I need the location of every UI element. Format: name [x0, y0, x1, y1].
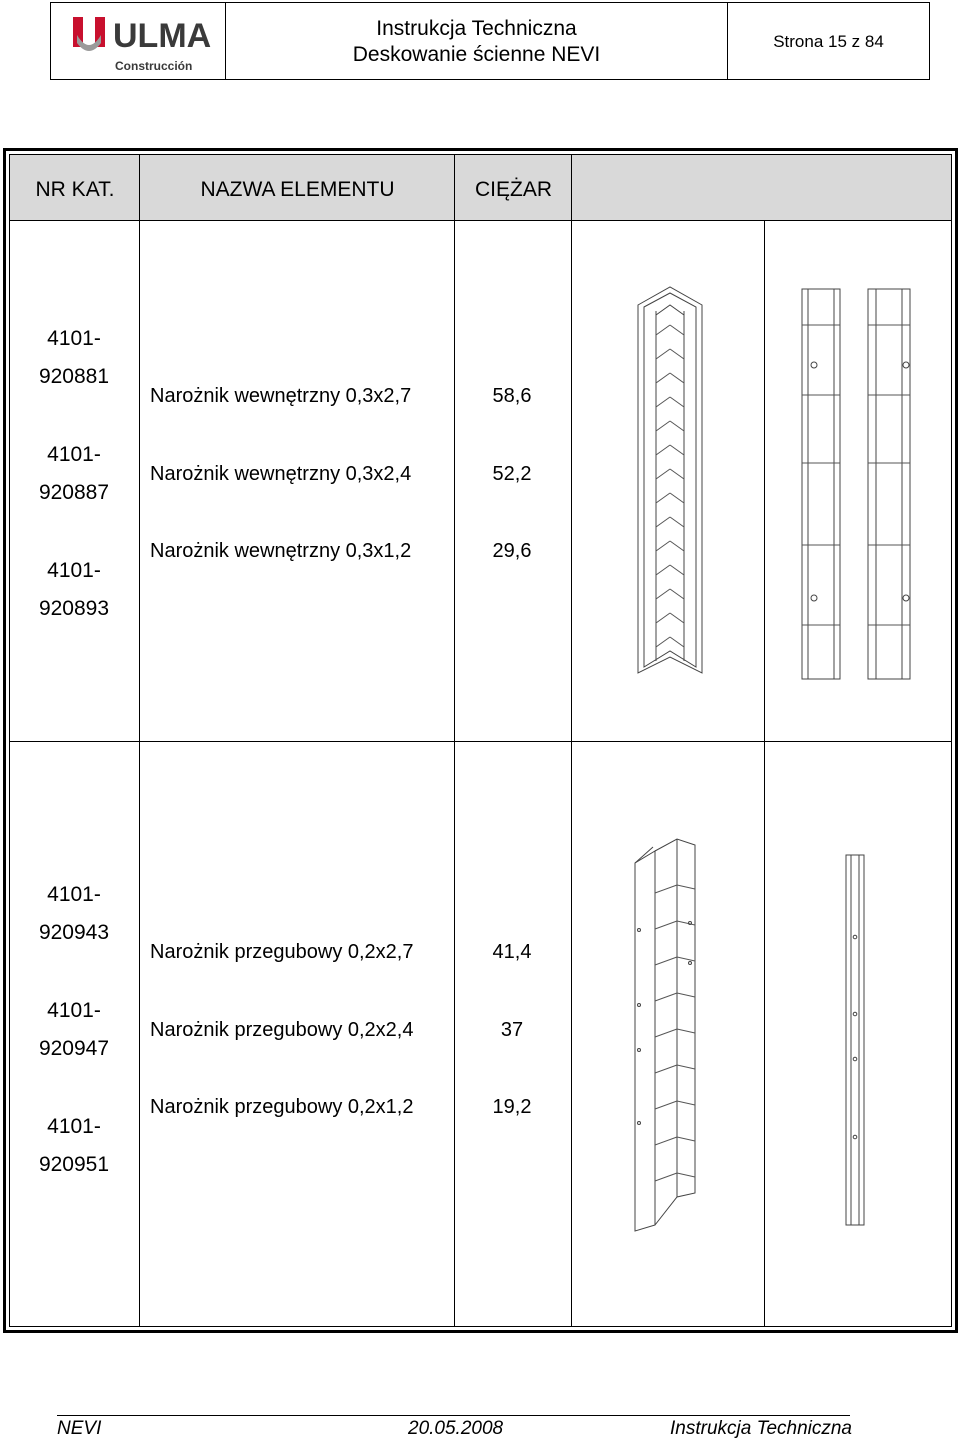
drawing-line	[655, 1173, 677, 1181]
drawing-line	[670, 397, 684, 407]
element-weight: 58,6	[492, 385, 532, 407]
drawing-line	[677, 957, 695, 961]
drawing-line	[655, 1065, 677, 1073]
drawing-line	[655, 957, 677, 965]
element-weight: 19,2	[492, 1096, 532, 1118]
footer-left: NEVI	[57, 1418, 102, 1439]
element-name: Narożnik przegubowy 0,2x1,2	[150, 1096, 414, 1118]
drawing-ribs	[656, 325, 684, 647]
drawing-line	[670, 589, 684, 599]
drawing-line	[656, 397, 670, 407]
catalog-code-part2: 920881	[38, 365, 110, 388]
header-title	[226, 3, 728, 79]
footer-right: Instrukcja Techniczna	[670, 1418, 853, 1439]
drawing-line	[656, 637, 670, 647]
drawing-line	[656, 469, 670, 479]
drawing-line	[677, 1173, 695, 1177]
catalog-code-part1: 4101-	[47, 1115, 101, 1138]
drawing-line	[670, 349, 684, 359]
catalog-code-part1: 4101-	[47, 999, 101, 1022]
row-divider	[10, 741, 951, 742]
column-header-code: NR KAT.	[35, 178, 115, 201]
drawing-line	[656, 541, 670, 551]
element-weight: 41,4	[492, 941, 532, 963]
inner-corner-isometric-drawing	[630, 285, 710, 685]
catalog-code-part1: 4101-	[47, 883, 101, 906]
drawing-line	[670, 469, 684, 479]
drawing-line	[670, 445, 684, 455]
drawing-line	[656, 613, 670, 623]
element-weight: 37	[500, 1019, 524, 1041]
drawing-line	[656, 325, 670, 335]
element-weight: 29,6	[492, 540, 532, 562]
logo	[51, 3, 226, 79]
column-header-weight: CIĘŻAR	[474, 178, 552, 201]
drawing-line	[677, 1029, 695, 1033]
column-header-name: NAZWA ELEMENTU	[200, 178, 395, 201]
element-name: Narożnik przegubowy 0,2x2,4	[150, 1019, 414, 1041]
hinged-corner-isometric-drawing	[625, 833, 705, 1235]
drawing-line	[656, 517, 670, 527]
catalog-code-part2: 920887	[38, 481, 110, 504]
element-name: Narożnik wewnętrzny 0,3x2,4	[150, 463, 412, 485]
drawing-line	[655, 1101, 677, 1109]
drawing-line	[670, 565, 684, 575]
drawing-line	[670, 637, 684, 647]
ulma-logo-icon	[71, 15, 107, 51]
drawing-line	[655, 1137, 677, 1145]
footer-rule	[57, 1415, 850, 1416]
document-header	[50, 2, 930, 80]
column-divider	[764, 220, 765, 1326]
catalog-code-part2: 920947	[38, 1037, 110, 1060]
catalog-code-part2: 920951	[38, 1153, 110, 1176]
catalog-code-part1: 4101-	[47, 443, 101, 466]
drawing-line	[656, 421, 670, 431]
drawing-line	[656, 565, 670, 575]
drawing-line	[670, 421, 684, 431]
drawing-line	[677, 993, 695, 997]
hinged-corner-side-view-drawing	[842, 851, 868, 1229]
page-number: Strona 15 z 84	[773, 32, 884, 51]
drawing-line	[656, 445, 670, 455]
drawing-line	[670, 517, 684, 527]
drawing-line	[677, 921, 695, 925]
element-name: Narożnik wewnętrzny 0,3x1,2	[150, 540, 412, 562]
catalog-code-part1: 4101-	[47, 327, 101, 350]
drawing-line	[670, 613, 684, 623]
drawing-line	[656, 493, 670, 503]
drawing-line	[677, 885, 695, 889]
drawing-line	[655, 1029, 677, 1037]
drawing-line	[656, 589, 670, 599]
drawing-line	[670, 493, 684, 503]
inner-corner-front-views-drawing	[796, 285, 946, 683]
catalog-table	[3, 148, 958, 1333]
drawing-line	[677, 1101, 695, 1105]
drawing-line	[656, 373, 670, 383]
header-title-line1: Instrukcja Techniczna	[376, 17, 577, 40]
drawing-line	[670, 325, 684, 335]
element-name: Narożnik przegubowy 0,2x2,7	[150, 941, 414, 963]
element-weight: 52,2	[492, 463, 532, 485]
element-name: Narożnik wewnętrzny 0,3x2,7	[150, 385, 412, 407]
catalog-code-part1: 4101-	[47, 559, 101, 582]
logo-subtitle: Construcción	[115, 59, 193, 73]
catalog-code-part2: 920893	[38, 597, 110, 620]
drawing-line	[677, 1137, 695, 1141]
table-header-row	[10, 155, 951, 221]
catalog-code-part2: 920943	[38, 921, 110, 944]
drawing-line	[670, 541, 684, 551]
header-title-line2: Deskowanie ścienne NEVI	[352, 43, 601, 66]
footer-date: 20.05.2008	[408, 1418, 504, 1439]
drawing-line	[656, 349, 670, 359]
drawing-line	[655, 993, 677, 1001]
catalog-table-inner	[9, 154, 952, 1327]
drawing-line	[655, 921, 677, 929]
logo-wordmark: ULMA	[113, 17, 212, 55]
drawing-line	[677, 1065, 695, 1069]
drawing-line	[670, 373, 684, 383]
drawing-line	[655, 885, 677, 893]
